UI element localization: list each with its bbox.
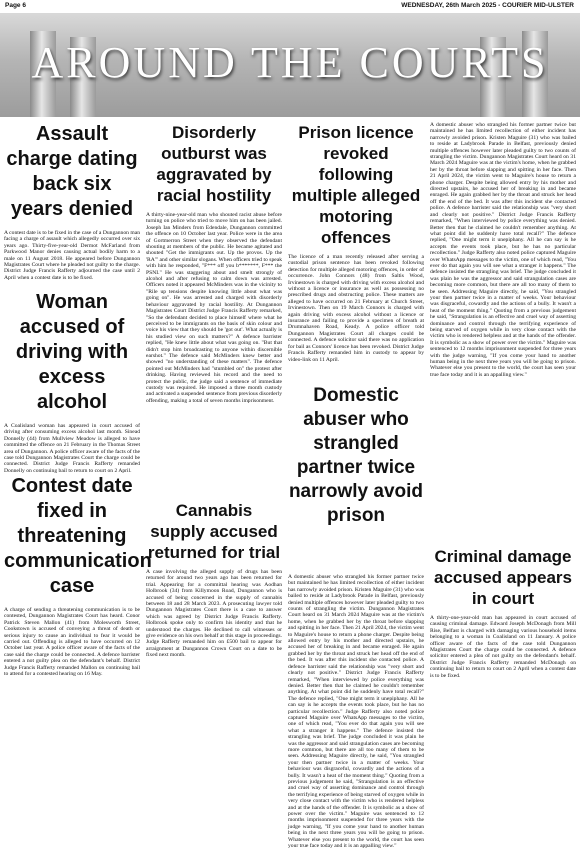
article-body: The licence of a man recently released after serving a custodial prison sentence has been revoked following detection for multiple alleged motoring offences, in order of occurrence. John Connors (48) from Saltis Wood, Irvinestown is charged with driving with excess alcohol and without a licence or insurance as well as possessing no prescribed drugs and obstructing police. These matters are alleged to have occurred on 21 February at Church Street, Irvinestown. Then on 19 March Connors is charged with again driving with excess alcohol without a licence or insurance and failing to provide a specimen of breath at Drumnahaven Road, Keady. A police officer told Dungannon Magistrates Court all charges could be connected. A defence solicitor said there was no application for bail as Connors' licence has been revoked. District Judge Francis Rafferty remanded him in custody to appear by video-link on 11 April. — [288, 254, 424, 363]
issue-date: WEDNESDAY, 26th March 2025 - COURIER MID-ULSTER — [401, 2, 574, 9]
article-drink — [4, 290, 140, 505]
article-body: A thirty-one-year-old man has appeared in court accused of causing criminal damage. Edward Joseph McDonagh from Mill Rise, Belfast is charged with damaging various household items belonging to a woman in Coalisland on 11 January. A police officer aware of the facts of the case told Dungannon Magistrates Court the charge could be connected. A defence solicitor entered a plea of not guilty on the defendant's behalf. District Judge Francis Rafferty remanded McDonagh on continuing bail to return to court on 2 April when a contest date is to be fixed. — [430, 615, 576, 679]
article-body: A contest date is to be fixed in the case of a Dungannon man facing a charge of assault which allegedly occurred over six years ago. Thirty-five-year-old Dermot McFarland from Parkwood Manor denies causing actual bodily harm to a male on 11 August 2018. He appeared before Dungannon Magistrates Court where he pleaded not guilty to the charge. District Judge Francis Rafferty adjourned the case until 2 April when a contest date is to be fixed. — [4, 230, 140, 281]
article-abuser-continued — [430, 122, 576, 538]
article-licence — [288, 122, 424, 384]
article-disorderly — [146, 122, 282, 498]
headline: Disorderly outburst was aggravated by racial hostility — [156, 123, 272, 205]
article-body: A domestic abuser who strangled his former partner twice but maintained he has limited recollection of either incident has narrowly avoided prison. Kristen Maguire (31) who was bailed to reside at Ladybrook Parade in Belfast, previously denied multiple offences however later pleaded guilty to two counts of strangling the victim. Dungannon Magistrates Court heard on 31 March 2024 Maguire was at the victim's home, when he grabbed her by the throat before slapping and spitting in her face. Then 21 April 2024, the victim went to Maguire's house to return a phone charger. Despite being allowed entry by his mother and directed upstairs, he accused her of breaking in and became enraged. He again grabbed her by the throat and struck her head off the end of the bed. It was after this incident she contacted police. A defence barrister said the relationship was "very short and clearly not positive." District Judge Francis Rafferty remarked, "When interviewed by police everything was denied. Better then that he claimed he couldn't remember anything. At what point did he suddenly have total recall?" The defence replied, "One might term it unepiphany. All he can say is he accepts the events took place, but he has no particular recollection." Judge Rafferty also noted police captured Maguire over WhatsApp messages to the victim, one of which read, "You ever do that again you will see what a stranger it happens." The defence insisted the strangling was brief. The judge concluded it was plain he was the aggressor and said strangulation cases are becoming more common, but there are all too many of them to be seen. Addressing Maguire directly, he said, "You strangled your then partner twice in a matter of weeks. Your behaviour was disgraceful, cowardly and the actions of a bully. It wasn't a heat of the moment thing." Quoting from a previous judgement he said, "Strangulation is an effective and cruel way of asserting dominance and control through the terrifying experience of being starved of oxygen while in very close contact with the victim who is rendered helpless and at the hands of the offender. It is symbolic as a show of power over the victim." Maguire was sentenced to 12 months imprisonment suspended for three years with the judge warning, "If you come your hand to another human being in the next three years you will be going to prison. Whatever else you present to the world, the court has seen your true face today and it is an appalling view." — [288, 574, 424, 849]
article-contest — [4, 474, 152, 727]
page-number: Page 6 — [5, 2, 26, 9]
headline: Cannabis supply accused returned for trial — [147, 501, 281, 562]
headline: Domestic abuser who strangled partner twice narrowly avoid prison — [288, 385, 424, 526]
article-body: A charge of sending a threatening communication is to be contested, Dungannon Magistrates Court has heard. Conor Patrick Steven Mallon (41) from Molesworth Street, Cookstown is accused of conveying a threat of death or serious injury to cause an individual to fear it would be carried out. Offending is alleged to have occurred on 12 October last year. A police officer aware of the facts of the case said the charge could be connected. A defence barrister entered a not guilty plea on the defendant's behalf. District Judge Francis Rafferty remanded Mallon on continuing bail to attend for a contested hearing on 16 May. — [4, 607, 140, 678]
article-body: A thirty-nine-year-old man who shouted racist abuse before turning on police who tried to move him on has been jailed. Joseph Ian Minders from Edendale, Dungannon committed the offence on 10 October last year. Police were in the area of Gortmerron Street when they observed the defendant shouting at members of the public. He became agitated and shouted "Get the immigrants out. Up the provos. Up the 'RA'" and other similar slogans. When officers tried to speak with him he responded, "F*** off you b*******, F*** the PSNI." He was staggering about and smelt strongly of alcohol and after refusing to calm down was arrested. Officers noted it appeared McMinders was in the vicinity to "Rile up tensions despite knowing little about what was going on". He was arrested and charged with disorderly behaviour aggravated by racial hostility. At Dungannon Magistrates Court District Judge Francis Rafferty remarked, "So the defendant decided to place himself where what he perceived to be immigrants on the basis of skin colour and voice his view that they should be 'got out'. What actually is his studied view on such matters?" A defence barrister replied, "He knew little about what was going on. "But that didn't stop him broadcasting to anyone within discernible earshot." The defence said McMinders knew better and showed "no understanding of these matters". The defence pointed out McMinders had "stumbled on" the protest after drinking. Having reviewed his record and the need to protect the public, the judge said a sentence of immediate custody was required. He imposed a three month custody and activated a suspended sentence from previous disorderly offending, making a total of seven months imprisonment. — [146, 212, 282, 404]
headline: Criminal damage accused appears in court — [434, 547, 572, 608]
article-abuser — [288, 384, 424, 528]
article-body: A case involving the alleged supply of drugs has been returned for around two years ago has been returned for trial. Appearing for a committal hearing was Aodhan Holbrook (34) from Killymoon Road, Dungannon who is accused of being concerned in the supply of cannabis between 18 and 28 March 2023. A prosecuting lawyer told Dungannon Magistrates Court there is a case to answer which was agreed by District Judge Francis Rafferty. Holbrook spoke only to confirm his identity and that he understood the charges. He declined to call witnesses or give evidence on his own behalf at this stage in proceedings. Judge Rafferty remanded him on £500 bail to appear for arraignment at Dungannon Crown Court on a date to be fixed next month. — [146, 569, 282, 659]
article-assault — [4, 122, 140, 306]
section-title: AROUND THE COURTS — [31, 38, 549, 87]
section-banner — [0, 13, 580, 117]
article-criminal — [430, 546, 576, 711]
article-body: A domestic abuser who strangled his former partner twice but maintained he has limited recollection of either incident has narrowly avoided prison. Kristen Maguire (31) who was bailed to reside at Ladybrook Parade in Belfast, previously denied multiple offences however later pleaded guilty to two counts of strangling the victim. Dungannon Magistrates Court heard on 31 March 2024 Maguire was at the victim's home, when he grabbed her by the throat before slapping and spitting in her face. Then 21 April 2024, the victim went to Maguire's house to return a phone charger. Despite being allowed entry by his mother and directed upstairs, he accused her of breaking in and became enraged. He again grabbed her by the throat and struck her head off the end of the bed. It was after this incident she contacted police. A defence barrister said the relationship was "very short and clearly not positive." District Judge Francis Rafferty remarked, "When interviewed by police everything was denied. Better then that he claimed he couldn't remember anything. At what point did he suddenly have total recall?" The defence replied, "One might term it unepiphany. All he can say is he accepts the events took place, but he has no particular recollection." Judge Rafferty also noted police captured Maguire over WhatsApp messages to the victim, one of which read, "You ever do that again you will see what a stranger it happens." The defence insisted the strangling was brief. The judge concluded it was plain he was the aggressor and said strangulation cases are becoming more common, but there are all too many of them to be seen. Addressing Maguire directly, he said, "You strangled your then partner twice in a matter of weeks. Your behaviour was disgraceful, cowardly and the actions of a bully. It wasn't a heat of the moment thing." Quoting from a previous judgement he said, "Strangulation is an effective and cruel way of asserting dominance and control through the terrifying experience of being starved of oxygen while in very close contact with the victim who is rendered helpless and at the hands of the offender. It is symbolic as a show of power over the victim." Maguire was sentenced to 12 months imprisonment suspended for three years with the judge warning, "If you come your hand to another human being in the next three years you will be going to prison. Whatever else you present to the world, the court has seen your true face today and it is an appalling view." — [430, 122, 576, 378]
article-abuser-body — [288, 574, 424, 849]
article-cannabis — [146, 500, 282, 707]
headline: Prison licence revoked following multiple alleged motoring offences — [291, 123, 421, 247]
headline: Woman accused of driving with excess alcohol — [15, 291, 129, 413]
article-body: A Coalisland woman has appeared in court accused of driving after consuming excess alcohol last month. Sinead Donnelly (44) from Mullview Meadow is alleged to have committed the offence on 21 February in the Thomas Street area of Dungannon. A police officer aware of the facts of the case told Dungannon Magistrates Court the charge could be connected. District Judge Francis Rafferty remanded Donnelly on continuing bail to return to court on 2 April. — [4, 423, 140, 474]
headline: Assault charge dating back six years denied — [6, 123, 138, 220]
headline: Contest date fixed in threatening communication case — [4, 475, 152, 597]
page-header — [0, 0, 580, 12]
